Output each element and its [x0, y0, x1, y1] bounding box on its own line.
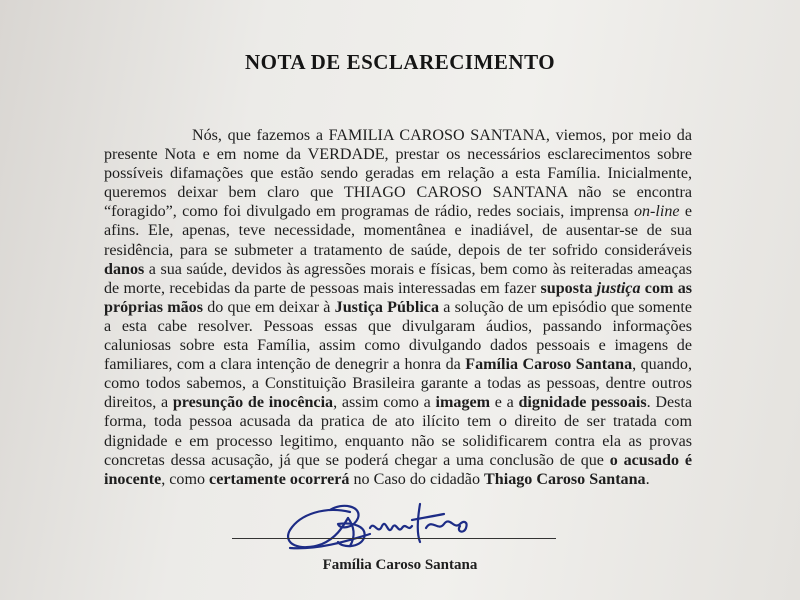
text-run: com as próprias mãos — [104, 279, 693, 316]
text-run: suposta — [540, 279, 597, 297]
text-run: o acusado é inocente — [104, 451, 692, 488]
signature-line — [232, 538, 556, 539]
text-run: Thiago Caroso Santana — [484, 470, 646, 488]
text-run: , quando, como todos sabemos, a Constituição Brasileira garante a todas as pessoas, dentre outros direitos, a — [104, 356, 692, 412]
text-run: danos — [104, 260, 145, 278]
text-run: Família Caroso Santana — [465, 356, 633, 374]
text-run: a sua saúde, devidos às agressões morais e físicas, bem como às reiteradas ameaças de morte, recebidas da parte de pessoas mais interessadas em fazer — [104, 260, 692, 297]
text-run: do que em deixar à — [203, 298, 335, 316]
text-run: , como — [161, 470, 210, 488]
text-run: , assim como a — [333, 394, 436, 412]
handwritten-signature — [230, 492, 570, 562]
text-run: dignidade pessoais — [518, 394, 647, 412]
text-run: Nós, que fazemos a FAMILIA CAROSO SANTANA, viemos, por meio da presente Nota e em nome da VERDADE, prestar os necessários esclarecimentos sobre possíveis difamações que estão sendo geradas em relação a esta Família. Inicialmente, queremos deixar bem claro que THIAGO CAROSO SANTANA não se encontra “foragido”, como foi divulgado em programas de rádio, redes sociais, imprensa — [104, 127, 692, 221]
document-body — [104, 126, 692, 489]
text-run: no Caso do cidadão — [349, 470, 485, 488]
text-run: imagem — [435, 394, 491, 412]
text-run: . — [645, 470, 650, 488]
body-paragraph — [104, 126, 692, 489]
text-run: justiça — [596, 279, 641, 297]
text-run: Justiça Pública — [334, 298, 440, 316]
text-run: e a — [490, 394, 519, 412]
signer-name: Família Caroso Santana — [322, 557, 478, 573]
text-run: a solução de um episódio que somente a esta cabe resolver. Pessoas essas que divulgaram áudios, passando informações caluniosas sobre esta Família, assim como divulgando dados pessoais e imagens de familiares, com a clara intenção de denegrir a honra da — [104, 298, 692, 374]
text-run: certamente ocorrerá — [209, 470, 350, 488]
document-title: NOTA DE ESCLARECIMENTO — [244, 50, 556, 74]
text-run: . Desta forma, toda pessoa acusada da pratica de ato ilícito tem o direito de ser tratada com dignidade e em processo legitimo, enquanto não se solidificarem contra ela as provas concretas dessa acusação, já que se poderá chegar a uma conclusão de que — [104, 394, 692, 469]
text-run: on-line — [633, 203, 680, 221]
text-run: e afins. Ele, apenas, teve necessidade, momentânea e inadiável, de ausentar-se de sua residência, para se submeter a tratamento de saúde, depois de ter sofrido consideráveis — [104, 203, 693, 259]
text-run: presunção de inocência — [172, 394, 334, 412]
